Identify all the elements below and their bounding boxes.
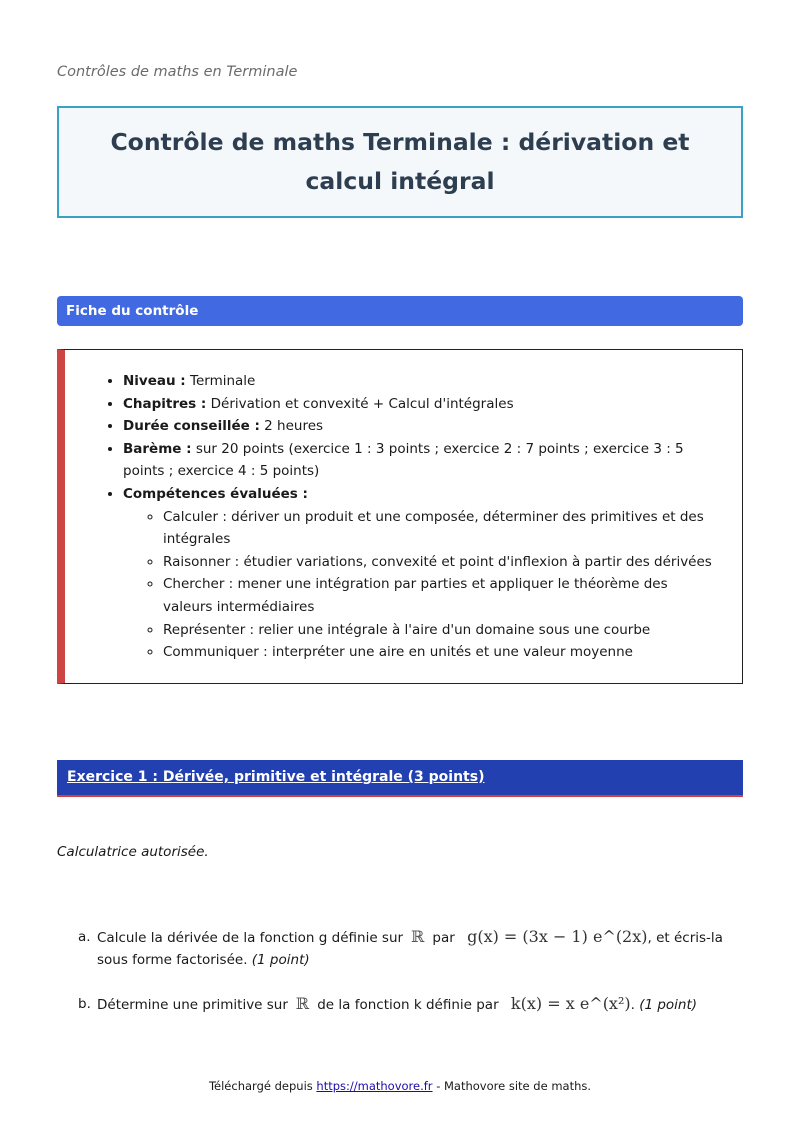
fiche-box [57,349,743,684]
fiche-list [107,370,713,664]
real-set-symbol: ℝ [295,994,310,1013]
fiche-item-competences: • Compétences évaluées : ◦ Calculer : dériver un produit et une composée, déterminer des primitives et des intégrales ◦ Raisonner : étudier variations, convexité et point d'inflexion à partir des dérivées ◦ Chercher : mener une intégration par parties et appliquer le théorème des valeurs intermédiaires ◦ Représenter : relier une intégrale à l'aire d'un domaine sous une courbe ◦ Communiquer : interpréter une aire en unités et une valeur moyenne [123,483,713,664]
fiche-item-chapitres: • Chapitres : Dérivation et convexité + Calcul d'intégrales [123,393,713,416]
question-points: (1 point) [251,952,310,968]
competence-item: ◦ Représenter : relier une intégrale à l'aire d'un domaine sous une courbe [163,619,713,642]
competence-item: ◦ Calculer : dériver un produit et une composée, déterminer des primitives et des intégrales [163,506,713,551]
footer: Téléchargé depuis https://mathovore.fr - Mathovore site de maths. [208,1079,592,1093]
competence-item: ◦ Chercher : mener une intégration par parties et appliquer le théorème des valeurs intermédiaires [163,573,713,618]
formula-k: k(x) = x e^(x²) [510,994,631,1013]
formula-g: g(x) = (3x − 1) e^(2x) [467,927,648,946]
footer-link[interactable]: https://mathovore.fr [316,1079,433,1093]
exercise1-heading: Exercice 1 : Dérivée, primitive et intégrale (3 points) [57,760,743,797]
fiche-item-duree: • Durée conseillée : 2 heures [123,415,713,438]
fiche-item-niveau: • Niveau : Terminale [123,370,713,393]
page-title: Contrôle de maths Terminale : dérivation et calcul intégral [110,128,690,195]
question-letter: b. [78,996,91,1012]
competence-item: ◦ Communiquer : interpréter une aire en unités et une valeur moyenne [163,641,713,664]
calculator-note: Calculatrice autorisée. [57,844,209,860]
question-b: b. Détermine une primitive sur ℝ de la fonction k définie par k(x) = x e^(x²). (1 point) [78,994,698,1013]
real-set-symbol: ℝ [411,927,425,946]
fiche-item-bareme: • Barème : sur 20 points (exercice 1 : 3 points ; exercice 2 : 7 points ; exercice 3 : 5 points ; exercice 4 : 5 points) [123,438,713,483]
competences-list [123,506,713,664]
competence-item: ◦ Raisonner : étudier variations, convexité et point d'inflexion à partir des dérivées [163,551,713,574]
question-letter: a. [78,929,91,945]
question-points: (1 point) [639,997,698,1013]
title-box [57,106,743,218]
question-a: a. Calcule la dérivée de la fonction g définie sur ℝ par g(x) = (3x − 1) e^(2x), et écris-la sous forme factorisée. (1 point) [78,927,723,968]
page-subtitle: Contrôles de maths en Terminale [57,64,298,80]
fiche-heading: Fiche du contrôle [57,296,743,326]
